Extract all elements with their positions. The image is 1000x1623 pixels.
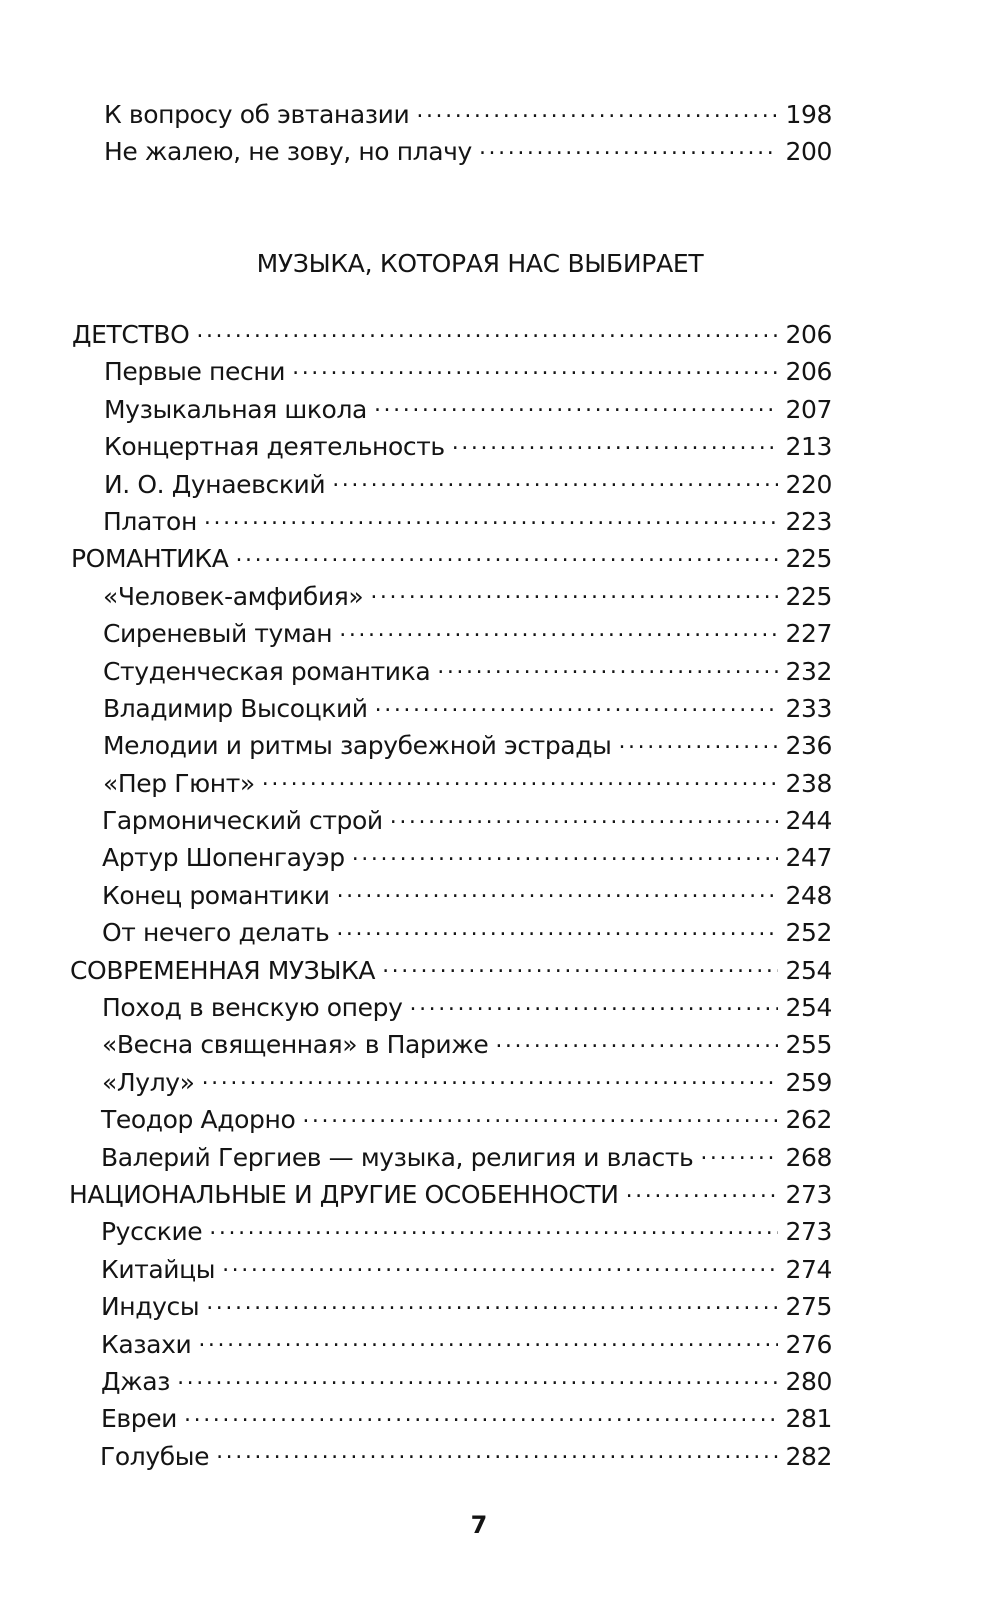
toc-entry-title: Артур Шопенгауэр <box>102 843 345 873</box>
toc-entry-page: 259 <box>785 1067 832 1097</box>
toc-entry-title: Казахи <box>101 1329 192 1359</box>
toc-entry-title: Валерий Гергиев — музыка, религия и власть <box>101 1142 694 1172</box>
toc-entry <box>0 653 1000 690</box>
toc-entry <box>0 578 1000 615</box>
dot-leader <box>302 1108 778 1128</box>
dot-leader <box>202 1071 778 1091</box>
dot-leader <box>700 1146 778 1166</box>
toc-entry-page: 262 <box>785 1105 832 1135</box>
toc-entry <box>0 765 1000 802</box>
toc-entry-title: Концертная деятельность <box>104 432 445 462</box>
toc-entry <box>0 133 1000 170</box>
toc-entry-page: 282 <box>785 1441 832 1471</box>
toc-entry-page: 281 <box>785 1404 832 1434</box>
dot-leader <box>437 660 778 680</box>
toc-entry-title: Первые песни <box>104 357 286 387</box>
toc-entry-title: СОВРЕМЕННАЯ МУЗЫКА <box>70 955 376 985</box>
toc-list <box>0 316 1000 1475</box>
toc-entry-title: И. О. Дунаевский <box>104 469 326 499</box>
dot-leader <box>370 585 778 605</box>
toc-entry-page: 206 <box>785 320 832 349</box>
toc-entry <box>0 1288 1000 1325</box>
toc-entry <box>0 690 1000 727</box>
toc-entry-title: Евреи <box>101 1404 178 1434</box>
dot-leader <box>337 884 778 904</box>
toc-entry <box>0 1251 1000 1288</box>
toc-entry-page: 273 <box>785 1217 832 1247</box>
dot-leader <box>416 103 778 123</box>
dot-leader <box>196 323 778 343</box>
toc-entry <box>0 1213 1000 1250</box>
toc-chapter-entry <box>0 316 1000 353</box>
dot-leader <box>204 510 778 530</box>
dot-leader <box>495 1033 778 1053</box>
toc-entry-title: Владимир Высоцкий <box>103 693 368 723</box>
dot-leader <box>339 622 778 642</box>
toc-chapter-entry <box>0 952 1000 989</box>
toc-entry-page: 280 <box>785 1366 832 1396</box>
toc-entry-title: Поход в венскую оперу <box>102 993 403 1023</box>
toc-entry-title: Голубые <box>100 1441 210 1471</box>
toc-entry-page: 254 <box>785 955 832 985</box>
toc-entry-title: «Весна священная» в Париже <box>102 1030 489 1060</box>
dot-leader <box>374 398 778 418</box>
dot-leader <box>206 1295 778 1315</box>
dot-leader <box>235 547 778 567</box>
dot-leader <box>216 1445 778 1465</box>
dot-leader <box>262 772 778 792</box>
toc-entry-title: РОМАНТИКА <box>71 544 229 574</box>
toc-entry-title: ДЕТСТВО <box>72 320 190 349</box>
toc-entry-title: Китайцы <box>101 1254 216 1284</box>
toc-entry-page: 236 <box>785 731 832 761</box>
dot-leader <box>452 435 778 455</box>
toc-entry-page: 232 <box>785 656 832 686</box>
toc-chapter-entry <box>0 1176 1000 1213</box>
toc-entry <box>0 96 1000 133</box>
toc-entry-page: 254 <box>785 993 832 1023</box>
toc-entry <box>0 1026 1000 1063</box>
toc-entry-title: «Пер Гюнт» <box>103 768 255 798</box>
dot-leader <box>390 809 778 829</box>
toc-entry <box>0 1400 1000 1437</box>
dot-leader <box>626 1183 778 1203</box>
dot-leader <box>332 473 778 493</box>
toc-entry-page: 252 <box>785 918 832 948</box>
toc-entry <box>0 727 1000 764</box>
toc-entry <box>0 615 1000 652</box>
toc-entry-page: 223 <box>785 506 832 536</box>
toc-entry <box>0 1363 1000 1400</box>
toc-entry-page: 247 <box>785 843 832 873</box>
toc-entry-page: 200 <box>785 137 832 167</box>
dot-leader <box>618 734 778 754</box>
toc-entry <box>0 914 1000 951</box>
dot-leader <box>222 1258 778 1278</box>
page-number: 7 <box>470 1511 488 1539</box>
toc-entry-title: Теодор Адорно <box>101 1105 296 1135</box>
toc-entry-page: 198 <box>785 100 832 129</box>
toc-entry-page: 244 <box>785 806 832 836</box>
dot-leader <box>375 697 778 717</box>
toc-entry-page: 275 <box>785 1292 832 1322</box>
toc-entry <box>0 802 1000 839</box>
toc-entry-page: 227 <box>785 619 832 649</box>
toc-entry-page: 273 <box>785 1179 832 1209</box>
toc-entry <box>0 353 1000 390</box>
section-title: МУЗЫКА, КОТОРАЯ НАС ВЫБИРАЕТ <box>256 249 704 278</box>
toc-entry-page: 213 <box>785 432 832 462</box>
toc-entry <box>0 1101 1000 1138</box>
toc-entry-title: Сиреневый туман <box>103 619 333 649</box>
toc-entry <box>0 1064 1000 1101</box>
toc-entry-page: 274 <box>785 1254 832 1284</box>
toc-entry <box>0 989 1000 1026</box>
toc-entry-page: 207 <box>785 394 832 424</box>
toc-entry-title: «Лулу» <box>102 1067 195 1097</box>
dot-leader <box>352 846 778 866</box>
dot-leader <box>198 1333 778 1353</box>
toc-entry <box>0 839 1000 876</box>
toc-entry-title: Русские <box>101 1217 203 1247</box>
dot-leader <box>336 921 778 941</box>
dot-leader <box>177 1370 778 1390</box>
toc-entry-page: 225 <box>785 581 832 611</box>
toc-entry-title: Джаз <box>101 1366 171 1396</box>
toc-entry-page: 225 <box>785 544 832 574</box>
toc-entry-page: 238 <box>785 768 832 798</box>
dot-leader <box>382 959 778 979</box>
toc-entry-title: К вопросу об эвтаназии <box>104 100 410 129</box>
toc-entry-title: Студенческая романтика <box>103 656 431 686</box>
toc-entry-title: НАЦИОНАЛЬНЫЕ И ДРУГИЕ ОСОБЕННОСТИ <box>69 1179 619 1209</box>
toc-entry-title: Конец романтики <box>102 880 330 910</box>
toc-entry-title: От нечего делать <box>102 918 330 948</box>
toc-entry <box>0 1438 1000 1475</box>
toc-continued-list <box>0 96 1000 171</box>
toc-entry <box>0 1139 1000 1176</box>
dot-leader <box>292 360 778 380</box>
toc-entry <box>0 466 1000 503</box>
toc-entry-page: 206 <box>785 357 832 387</box>
toc-entry-title: Музыкальная школа <box>104 394 367 424</box>
toc-entry-page: 255 <box>785 1030 832 1060</box>
toc-chapter-entry <box>0 540 1000 577</box>
dot-leader <box>184 1407 778 1427</box>
toc-entry-page: 220 <box>785 469 832 499</box>
toc-entry <box>0 391 1000 428</box>
toc-entry <box>0 1326 1000 1363</box>
toc-entry-title: Гармонический строй <box>102 806 383 836</box>
dot-leader <box>409 996 778 1016</box>
toc-entry-title: Мелодии и ритмы зарубежной эстрады <box>103 731 612 761</box>
dot-leader <box>209 1220 778 1240</box>
toc-entry-page: 276 <box>785 1329 832 1359</box>
toc-entry-title: «Человек-амфибия» <box>103 581 364 611</box>
toc-entry <box>0 428 1000 465</box>
toc-entry-title: Не жалею, не зову, но плачу <box>104 137 472 167</box>
toc-entry-title: Платон <box>103 506 197 536</box>
toc-entry-page: 268 <box>785 1142 832 1172</box>
toc-entry <box>0 877 1000 914</box>
toc-entry-page: 233 <box>785 693 832 723</box>
toc-entry-title: Индусы <box>101 1292 200 1322</box>
toc-entry-page: 248 <box>785 880 832 910</box>
toc-entry <box>0 503 1000 540</box>
dot-leader <box>479 140 778 160</box>
